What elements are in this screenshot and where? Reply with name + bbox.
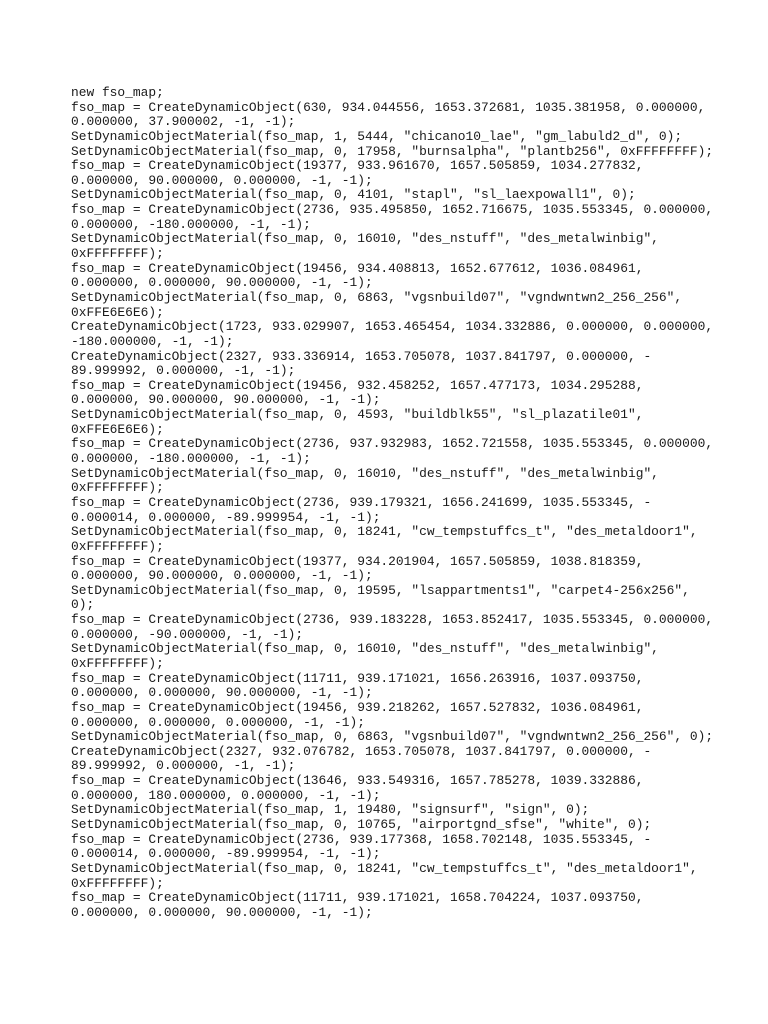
code-line: fso_map = CreateDynamicObject(13646, 933.549316, 1657.785278, 1039.332886, [71, 773, 644, 789]
code-line: fso_map = CreateDynamicObject(19377, 934.201904, 1657.505859, 1038.818359, [71, 553, 644, 569]
code-line: fso_map = CreateDynamicObject(19456, 934.408813, 1652.677612, 1036.084961, [71, 260, 644, 276]
code-line: fso_map = CreateDynamicObject(2736, 939.183228, 1653.852417, 1035.553345, 0.000000, [71, 612, 714, 628]
code-line: SetDynamicObjectMaterial(fso_map, 1, 5444, "chicano10_lae", "gm_labuld2_d", 0); [71, 128, 683, 144]
code-line: fso_map = CreateDynamicObject(11711, 939.171021, 1658.704224, 1037.093750, [71, 890, 644, 906]
code-line: CreateDynamicObject(2327, 933.336914, 1653.705078, 1037.841797, 0.000000, - [71, 348, 652, 364]
code-line: SetDynamicObjectMaterial(fso_map, 0, 18241, "cw_tempstuffcs_t", "des_metaldoor1", [71, 860, 698, 876]
code-line: fso_map = CreateDynamicObject(19377, 933.961670, 1657.505859, 1034.277832, [71, 158, 644, 174]
code-line: 0); [71, 597, 95, 613]
code-line: 0.000000, 37.900002, -1, -1); [71, 114, 296, 130]
code-line: 0.000000, 180.000000, 0.000000, -1, -1); [71, 787, 381, 803]
code-line: SetDynamicObjectMaterial(fso_map, 0, 16010, "des_nstuff", "des_metalwinbig", [71, 465, 659, 481]
code-line: fso_map = CreateDynamicObject(630, 934.044556, 1653.372681, 1035.381958, 0.000000, [71, 99, 706, 115]
code-line: fso_map = CreateDynamicObject(19456, 939.218262, 1657.527832, 1036.084961, [71, 699, 644, 715]
code-line: SetDynamicObjectMaterial(fso_map, 0, 19595, "lsappartments1", "carpet4-256x256", [71, 582, 690, 598]
code-line: SetDynamicObjectMaterial(fso_map, 0, 16010, "des_nstuff", "des_metalwinbig", [71, 231, 659, 247]
code-line: fso_map = CreateDynamicObject(11711, 939.171021, 1656.263916, 1037.093750, [71, 670, 644, 686]
code-line: 0.000000, 0.000000, 90.000000, -1, -1); [71, 275, 373, 291]
code-line: 89.999992, 0.000000, -1, -1); [71, 758, 296, 774]
code-line: 0xFFFFFFFF); [71, 538, 164, 554]
code-line: fso_map = CreateDynamicObject(2736, 937.932983, 1652.721558, 1035.553345, 0.000000, [71, 436, 714, 452]
code-line: 0.000000, -180.000000, -1, -1); [71, 216, 311, 232]
code-line: SetDynamicObjectMaterial(fso_map, 0, 17958, "burnsalpha", "plantb256", 0xFFFFFFFF); [71, 143, 714, 159]
code-line: new fso_map; [71, 85, 164, 100]
code-line: fso_map = CreateDynamicObject(2736, 939.179321, 1656.241699, 1035.553345, - [71, 494, 652, 510]
code-line: SetDynamicObjectMaterial(fso_map, 0, 16010, "des_nstuff", "des_metalwinbig", [71, 641, 659, 657]
code-line: 0xFFE6E6E6); [71, 304, 164, 320]
code-line: SetDynamicObjectMaterial(fso_map, 0, 4101, "stapl", "sl_laexpowall1", 0); [71, 187, 636, 203]
code-line: 0.000000, 90.000000, 90.000000, -1, -1); [71, 392, 381, 408]
code-line: 0xFFFFFFFF); [71, 246, 164, 262]
code-line: SetDynamicObjectMaterial(fso_map, 0, 18241, "cw_tempstuffcs_t", "des_metaldoor1", [71, 524, 698, 540]
code-line: 0.000014, 0.000000, -89.999954, -1, -1); [71, 509, 381, 525]
code-line: SetDynamicObjectMaterial(fso_map, 0, 6863, "vgsnbuild07", "vgndwntwn2_256_256", 0); [71, 729, 714, 745]
code-line: SetDynamicObjectMaterial(fso_map, 1, 19480, "signsurf", "sign", 0); [71, 802, 590, 818]
code-line: CreateDynamicObject(1723, 933.029907, 1653.465454, 1034.332886, 0.000000, 0.000000, [71, 319, 714, 335]
code-line: -180.000000, -1, -1); [71, 333, 234, 349]
code-line: 0.000000, 0.000000, 0.000000, -1, -1); [71, 714, 365, 730]
code-line: 0.000014, 0.000000, -89.999954, -1, -1); [71, 846, 381, 862]
code-line: SetDynamicObjectMaterial(fso_map, 0, 10765, "airportgnd_sfse", "white", 0); [71, 817, 652, 833]
code-line: 0.000000, 0.000000, 90.000000, -1, -1); [71, 904, 373, 920]
code-line: 0xFFE6E6E6); [71, 421, 164, 437]
code-line: 0.000000, -90.000000, -1, -1); [71, 626, 304, 642]
code-listing [71, 85, 714, 921]
code-line: 89.999992, 0.000000, -1, -1); [71, 363, 296, 379]
code-line: 0.000000, 0.000000, 90.000000, -1, -1); [71, 685, 373, 701]
code-line: fso_map = CreateDynamicObject(2736, 939.177368, 1658.702148, 1035.553345, - [71, 831, 652, 847]
code-line: 0.000000, 90.000000, 0.000000, -1, -1); [71, 568, 373, 584]
code-line: fso_map = CreateDynamicObject(2736, 935.495850, 1652.716675, 1035.553345, 0.000000, [71, 202, 714, 218]
code-line: 0.000000, -180.000000, -1, -1); [71, 451, 311, 467]
code-line: 0.000000, 90.000000, 0.000000, -1, -1); [71, 172, 373, 188]
code-line: CreateDynamicObject(2327, 932.076782, 1653.705078, 1037.841797, 0.000000, - [71, 743, 652, 759]
code-line: SetDynamicObjectMaterial(fso_map, 0, 6863, "vgsnbuild07", "vgndwntwn2_256_256", [71, 289, 683, 305]
code-line: SetDynamicObjectMaterial(fso_map, 0, 4593, "buildblk55", "sl_plazatile01", [71, 407, 644, 423]
code-line: fso_map = CreateDynamicObject(19456, 932.458252, 1657.477173, 1034.295288, [71, 377, 644, 393]
code-line: 0xFFFFFFFF); [71, 655, 164, 671]
code-line: 0xFFFFFFFF); [71, 875, 164, 891]
code-line: 0xFFFFFFFF); [71, 480, 164, 496]
